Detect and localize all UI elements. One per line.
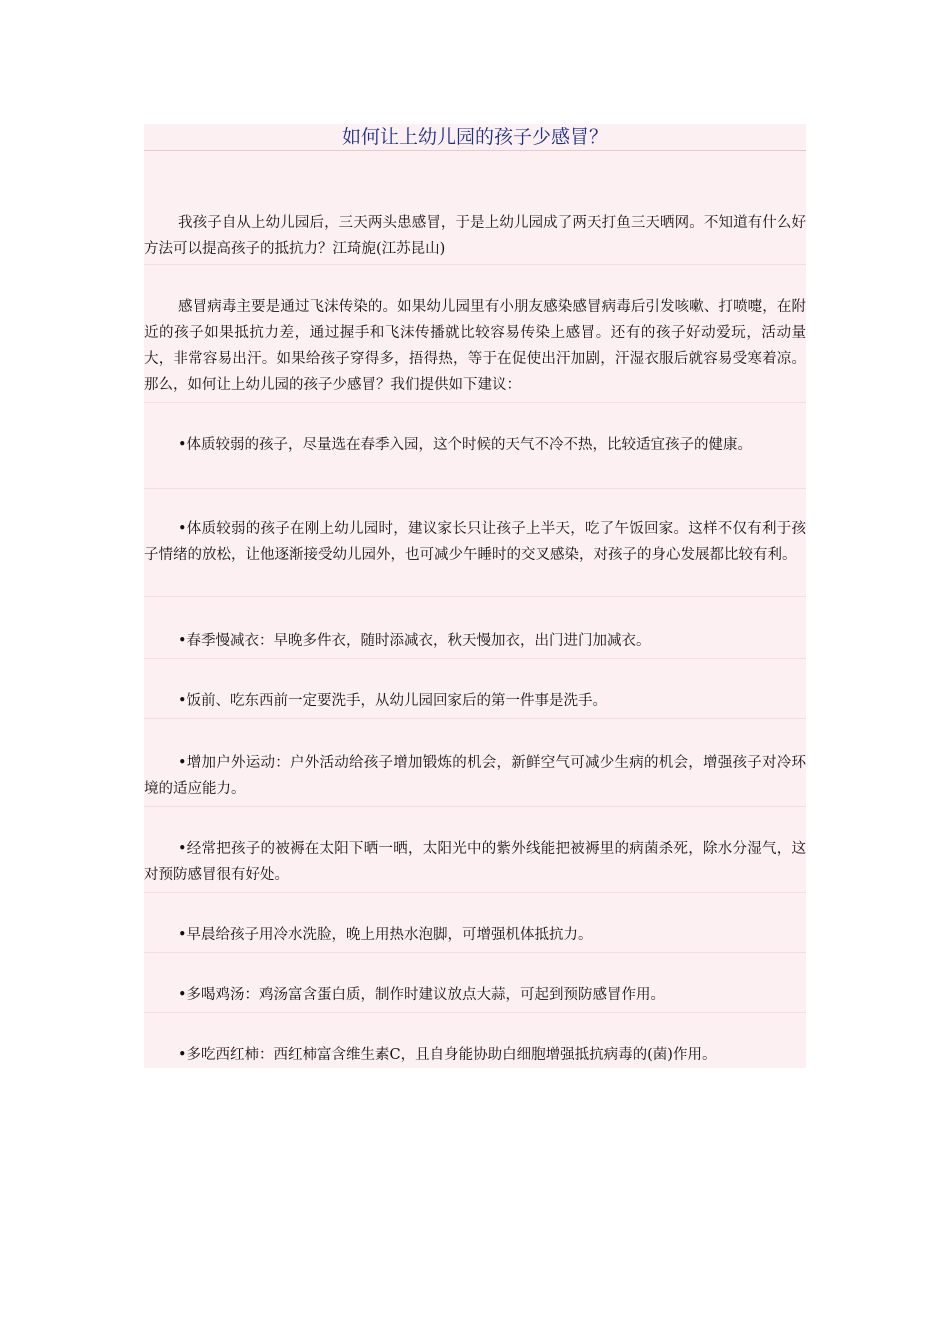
tip-item: •春季慢减衣：早晚多件衣，随时添减衣，秋天慢加衣，出门进门加减衣。 — [178, 633, 651, 649]
paragraph-divider — [144, 402, 806, 403]
article-panel — [144, 124, 806, 1068]
paragraph-divider — [144, 806, 806, 807]
tip-item: •增加户外运动：户外活动给孩子增加锻炼的机会，新鲜空气可减少生病的机会，增强孩子对冷环境的适应能力。 — [144, 755, 806, 797]
tip-item: •饭前、吃东西前一定要洗手，从幼儿园回家后的第一件事是洗手。 — [178, 693, 608, 709]
paragraph-divider — [144, 952, 806, 953]
paragraph-divider — [144, 596, 806, 597]
tip-item: •早晨给孩子用冷水洗脸，晚上用热水泡脚，可增强机体抵抗力。 — [178, 927, 593, 943]
question-paragraph: 我孩子自从上幼儿园后，三天两头患感冒，于是上幼儿园成了两天打鱼三天晒网。不知道有什么好方法可以提高孩子的抵抗力？江琦旎(江苏昆山) — [144, 215, 806, 257]
paragraph-divider — [144, 658, 806, 659]
tip-item: •体质较弱的孩子，尽量选在春季入园，这个时候的天气不冷不热，比较适宜孩子的健康。 — [178, 437, 753, 453]
tip-item: •经常把孩子的被褥在太阳下晒一晒，太阳光中的紫外线能把被褥里的病菌杀死，除水分湿气，这对预防感冒很有好处。 — [144, 841, 806, 883]
paragraph-divider — [144, 488, 806, 489]
answer-intro-paragraph: 感冒病毒主要是通过飞沫传染的。如果幼儿园里有小朋友感染感冒病毒后引发咳嗽、打喷嚏，在附近的孩子如果抵抗力差，通过握手和飞沫传播就比较容易传染上感冒。还有的孩子好动爱玩，活动量大，非常容易出汗。如果给孩子穿得多，捂得热，等于在促使出汗加剧，汗湿衣服后就容易受寒着凉。那么，如何让上幼儿园的孩子少感冒？我们提供如下建议： — [144, 299, 806, 393]
tip-item: •多吃西红柿：西红柿富含维生素C，且自身能协助白细胞增强抵抗病毒的(菌)作用。 — [178, 1047, 717, 1063]
article-title: 如何让上幼儿园的孩子少感冒？ — [341, 126, 608, 148]
paragraph-divider — [144, 892, 806, 893]
paragraph-divider — [144, 1012, 806, 1013]
paragraph-divider — [144, 264, 806, 265]
paragraph-divider — [144, 718, 806, 719]
tip-item: •多喝鸡汤：鸡汤富含蛋白质，制作时建议放点大蒜，可起到预防感冒作用。 — [178, 987, 666, 1003]
tip-item: •体质较弱的孩子在刚上幼儿园时，建议家长只让孩子上半天，吃了午饭回家。这样不仅有利于孩子情绪的放松，让他逐渐接受幼儿园外，也可减少午睡时的交叉感染，对孩子的身心发展都比较有利。 — [144, 521, 806, 563]
title-bar — [144, 124, 806, 151]
